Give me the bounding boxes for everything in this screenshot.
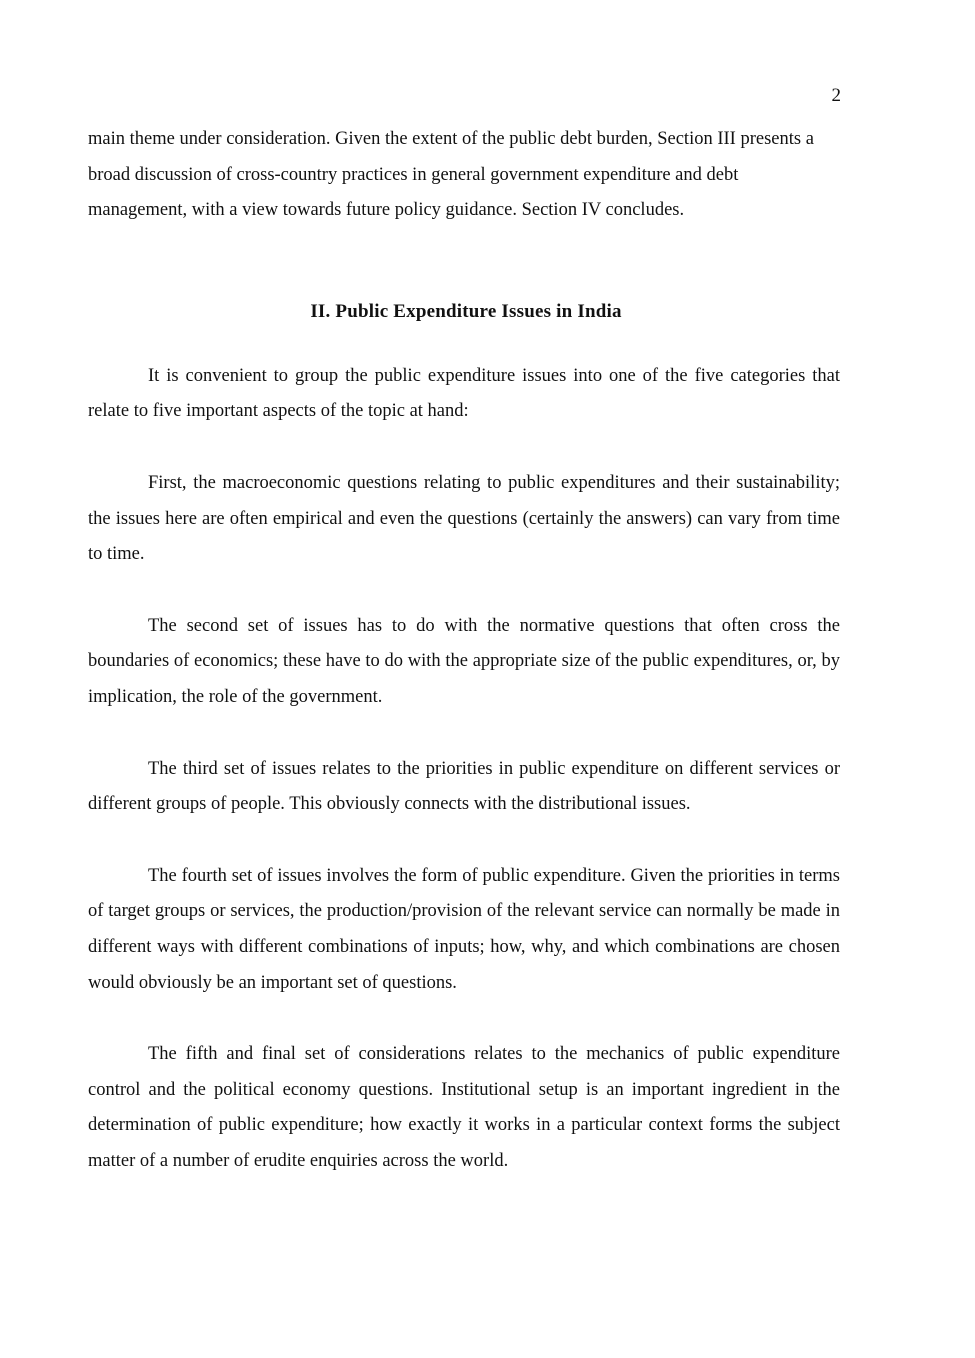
paragraph-fourth-form: The fourth set of issues involves the form of public expenditure. Given the priorities in terms of target groups or services, the production/provision of the relevant service can normally be made in different ways with different combinations of inputs; how, why, and which combinations are chosen would obviously be an important set of questions. [88, 865, 840, 993]
paragraph-third-priorities: The third set of issues relates to the priorities in public expenditure on different services or different groups of people. This obviously connects with the distributional issues. [88, 758, 840, 815]
paragraph-fifth-mechanics: The fifth and final set of considerations relates to the mechanics of public expenditure control and the political economy questions. Institutional setup is an important ingredient in the determination of public expenditure; how exactly it works in a particular context forms the subject matter of a number of erudite enquiries across the world. [88, 1044, 840, 1171]
paragraph-first-macroeconomic: First, the macroeconomic questions relating to public expenditures and their sustainability; the issues here are often empirical and even the questions (certainly the answers) can vary from time to time. [88, 472, 840, 565]
page-number: 2 [831, 85, 841, 106]
page-content [88, 122, 840, 1179]
paragraph-categories-intro: It is convenient to group the public expenditure issues into one of the five categories that relate to five important aspects of the topic at hand: [88, 365, 840, 422]
paragraph-second-normative: The second set of issues has to do with the normative questions that often cross the boundaries of economics; these have to do with the appropriate size of the public expenditures, or, by implication, the role of the government. [88, 615, 840, 707]
section-heading: II. Public Expenditure Issues in India [310, 300, 622, 322]
intro-paragraph: main theme under consideration. Given the extent of the public debt burden, Section III presents a broad discussion of cross-country practices in general government expenditure and debt management, with a view towards future policy guidance. Section IV concludes. [88, 129, 814, 221]
